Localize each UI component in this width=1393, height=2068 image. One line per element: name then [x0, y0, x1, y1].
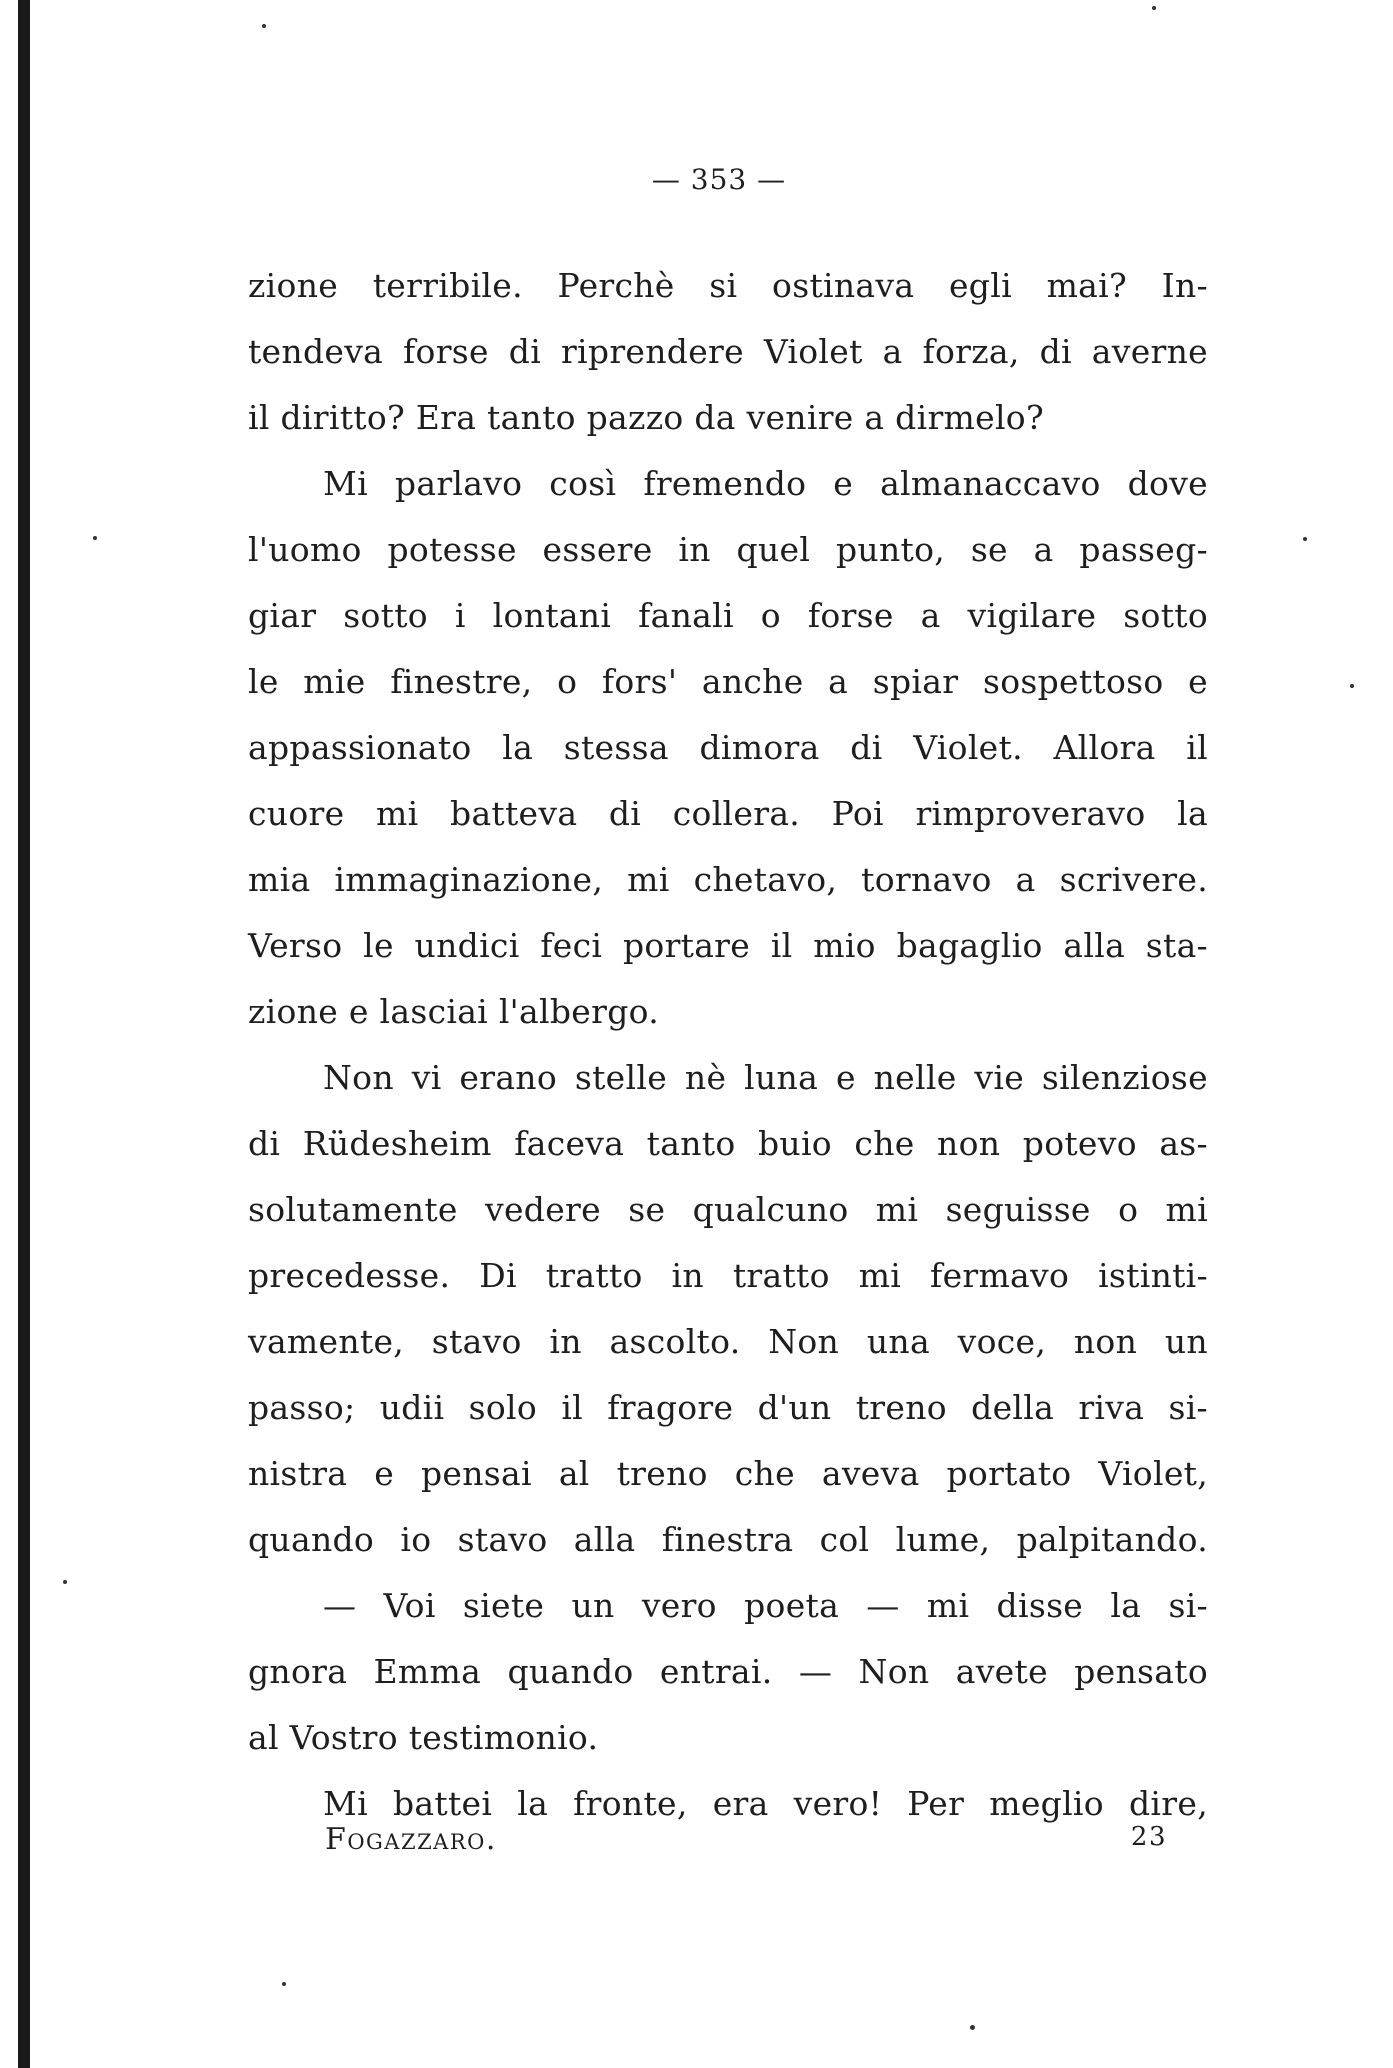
paper-speck: [1152, 6, 1156, 10]
text-line: le mie finestre, o fors' anche a spiar sospettoso e: [248, 662, 1208, 701]
text-line: vamente, stavo in ascolto. Non una voce, non un: [248, 1322, 1208, 1361]
text-line: Non vi erano stelle nè luna e nelle vie silenziose: [323, 1058, 1208, 1097]
paper-speck: [282, 1982, 286, 1986]
text-line: giar sotto i lontani fanali o forse a vigilare sotto: [248, 596, 1208, 635]
text-line: zione e lasciai l'albergo.: [248, 992, 660, 1031]
paper-speck: [1303, 537, 1307, 541]
text-line: passo; udii solo il fragore d'un treno della riva si-: [248, 1388, 1208, 1427]
paper-speck: [93, 536, 97, 540]
paper-speck: [63, 1580, 67, 1584]
text-line: al Vostro testimonio.: [248, 1718, 599, 1757]
text-line: gnora Emma quando entrai. — Non avete pensato: [248, 1652, 1208, 1691]
text-line: precedesse. Di tratto in tratto mi fermavo istinti-: [248, 1256, 1208, 1295]
text-line: quando io stavo alla finestra col lume, palpitando.: [248, 1520, 1208, 1559]
text-line: nistra e pensai al treno che aveva portato Violet,: [248, 1454, 1208, 1493]
text-line: di Rüdesheim faceva tanto buio che non potevo as-: [248, 1124, 1208, 1163]
text-line: Mi parlavo così fremendo e almanaccavo dove: [323, 464, 1208, 503]
text-line: tendeva forse di riprendere Violet a forza, di averne: [248, 332, 1208, 371]
footer-author: Fogazzaro.: [325, 1822, 497, 1857]
text-line: solutamente vedere se qualcuno mi seguisse o mi: [248, 1190, 1208, 1229]
page-number: — 353 —: [651, 163, 787, 196]
text-line: Verso le undici feci portare il mio bagaglio alla sta-: [248, 926, 1208, 965]
text-line: Mi battei la fronte, era vero! Per meglio dire,: [323, 1784, 1208, 1823]
text-line: appassionato la stessa dimora di Violet. Allora il: [248, 728, 1208, 767]
text-line: mia immaginazione, mi chetavo, tornavo a scrivere.: [248, 860, 1208, 899]
paper-speck: [970, 2025, 975, 2030]
text-line: il diritto? Era tanto pazzo da venire a dirmelo?: [248, 398, 1044, 437]
text-line: cuore mi batteva di collera. Poi rimproveravo la: [248, 794, 1208, 833]
paper-speck: [262, 24, 266, 28]
text-line: zione terribile. Perchè si ostinava egli mai? In-: [248, 266, 1208, 305]
text-line: — Voi siete un vero poeta — mi disse la si-: [323, 1586, 1208, 1625]
book-binding-edge: [18, 0, 30, 2068]
page-footer: [325, 1822, 1167, 1857]
text-line: l'uomo potesse essere in quel punto, se a passeg-: [248, 530, 1208, 569]
body-text: [248, 253, 1208, 1837]
signature-mark: 23: [1130, 1822, 1167, 1852]
paper-speck: [1350, 684, 1354, 688]
